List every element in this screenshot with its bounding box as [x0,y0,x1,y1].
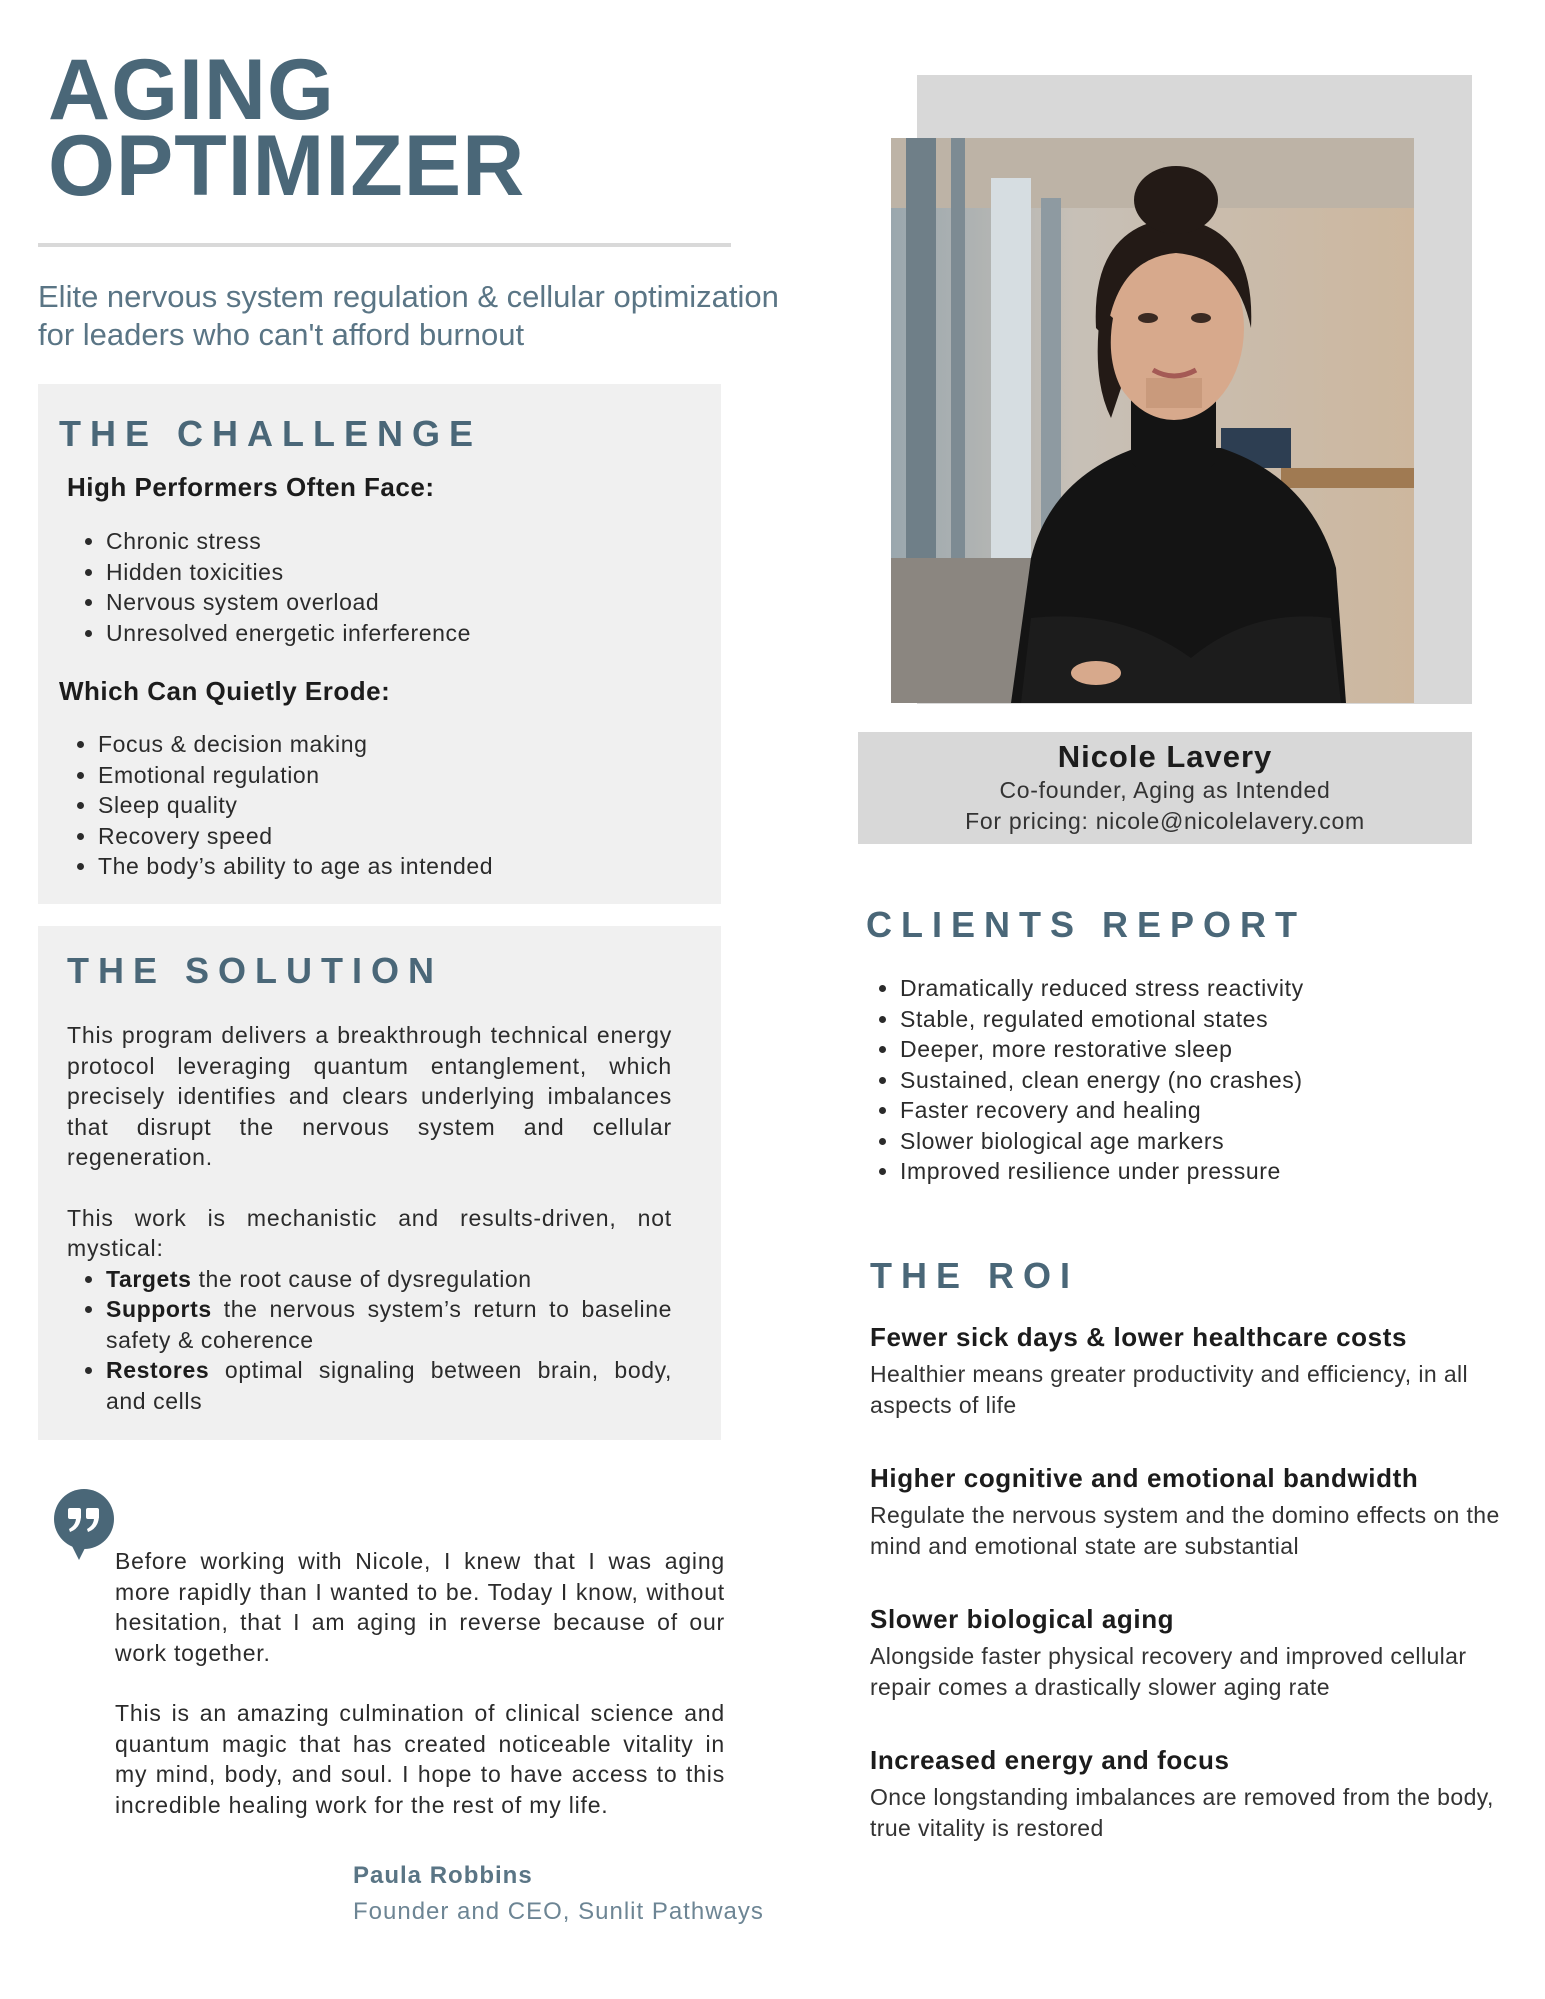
list-item: • Hidden toxicities [106,557,471,588]
challenge-heading: THE CHALLENGE [59,413,482,454]
profile-role: Co-founder, Aging as Intended [999,777,1331,803]
roi-item [870,1322,1500,1420]
testimonial-role: Founder and CEO, Sunlit Pathways [353,1898,764,1925]
solution-panel [38,926,721,1440]
page-title [48,42,526,214]
clients-report-heading: CLIENTS REPORT [866,904,1307,945]
list-item: • Chronic stress [106,526,471,557]
testimonial-paragraph-1: Before working with Nicole, I knew that I was aging more rapidly than I wanted to be. Today I know, without hesitation, that I am aging in reverse because of our work together. [115,1548,725,1666]
list-item: • Sleep quality [98,790,493,821]
profile-contact: For pricing: nicole@nicolelavery.com [965,808,1365,834]
solution-paragraph-1: This program delivers a breakthrough technical energy protocol leveraging quantum entanglement, which precisely identifies and clears underlying imbalances that disrupt the nervous system and cellular regeneration. [67,1022,672,1170]
title-line-2: OPTIMIZER [48,118,526,214]
profile-photo [891,138,1414,703]
roi-heading: THE ROI [870,1255,1080,1296]
list-item: • Dramatically reduced stress reactivity [900,973,1304,1004]
challenge-erode-heading: Which Can Quietly Erode: [59,676,391,706]
roi-item [870,1604,1500,1702]
testimonial-author: Paula Robbins [353,1862,533,1889]
roi-item-body: Healthier means greater productivity and efficiency, in all aspects of life [870,1361,1469,1418]
roi-item-title: Increased energy and focus [870,1745,1230,1775]
list-item: • Restores optimal signaling between brain, body, and cells [106,1355,672,1416]
roi-item-title: Fewer sick days & lower healthcare costs [870,1322,1408,1352]
list-item: • Improved resilience under pressure [900,1156,1304,1187]
list-item: • Sustained, clean energy (no crashes) [900,1065,1304,1096]
challenge-face-list [67,526,471,648]
testimonial-text [115,1546,725,1820]
clients-report-list [866,973,1304,1187]
list-item: • Focus & decision making [98,729,493,760]
title-line-1: AGING [48,42,335,138]
list-item: • The body’s ability to age as intended [98,851,493,882]
roi-item-body: Once longstanding imbalances are removed from the body, true vitality is restored [870,1784,1494,1841]
challenge-panel [38,384,721,904]
challenge-erode-list [59,729,493,882]
solution-heading: THE SOLUTION [67,950,443,991]
roi-item [870,1463,1500,1561]
list-item: • Faster recovery and healing [900,1095,1304,1126]
list-item: • Stable, regulated emotional states [900,1004,1304,1035]
tagline: Elite nervous system regulation & cellular optimization for leaders who can't afford burnout [38,279,779,352]
list-item: • Slower biological age markers [900,1126,1304,1157]
roi-item [870,1745,1500,1843]
roi-item-title: Higher cognitive and emotional bandwidth [870,1463,1419,1493]
title-divider [38,243,731,247]
roi-item-title: Slower biological aging [870,1604,1175,1634]
list-item: • Unresolved energetic inferference [106,618,471,649]
quote-icon [53,1488,115,1560]
solution-list [67,1264,672,1417]
solution-paragraph-2: This work is mechanistic and results-driven, not mystical: [67,1204,672,1261]
roi-item-body: Alongside faster physical recovery and improved cellular repair comes a drastically slower aging rate [870,1643,1467,1700]
list-item: • Recovery speed [98,821,493,852]
roi-item-body: Regulate the nervous system and the domino effects on the mind and emotional state are substantial [870,1502,1500,1559]
challenge-face-heading: High Performers Often Face: [67,472,435,502]
testimonial-paragraph-2: This is an amazing culmination of clinical science and quantum magic that has created noticeable vitality in my mind, body, and soul. I hope to have access to this incredible healing work for the rest of my life. [115,1700,725,1818]
profile-name: Nicole Lavery [1057,739,1273,774]
list-item: • Deeper, more restorative sleep [900,1034,1304,1065]
profile-card [858,732,1472,844]
list-item: • Emotional regulation [98,760,493,791]
list-item: • Nervous system overload [106,587,471,618]
list-item: • Targets the root cause of dysregulation [106,1264,672,1295]
list-item: • Supports the nervous system’s return to baseline safety & coherence [106,1294,672,1355]
